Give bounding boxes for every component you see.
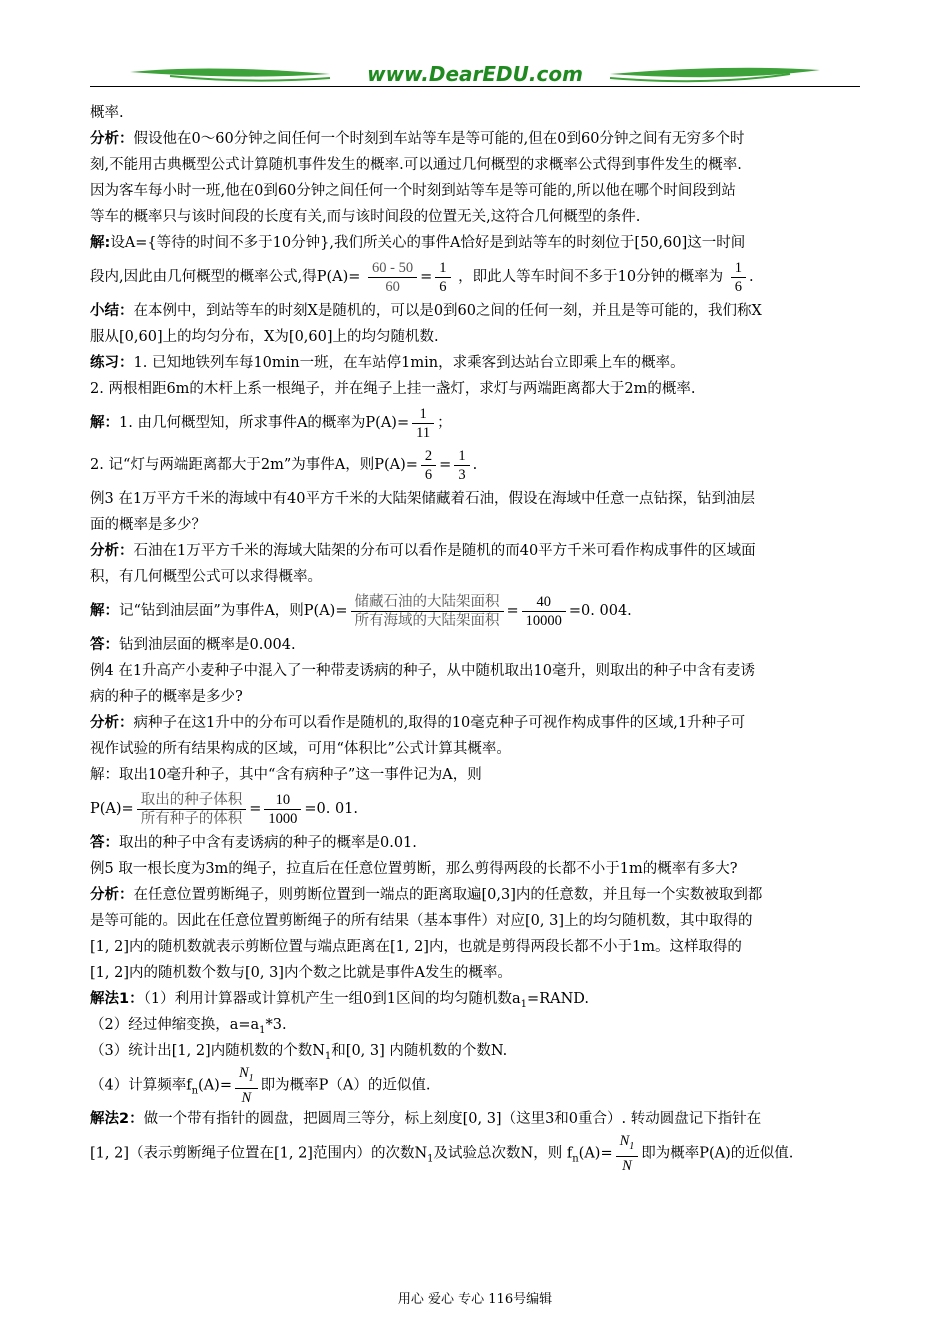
page-footer: 用心 爱心 专心 116号编辑 (397, 1292, 553, 1307)
formula-line: （4）计算频率$f_n(A)=$ $\frac{N_1}{N}$ 即为概率P（A）的近似值. (90, 1065, 431, 1106)
text-line: 积，有几何概型公式可以求得概率。 (90, 569, 322, 585)
text-line: 解法1：（1）利用计算器或计算机产生一组0到1区间的均匀随机数$a_1=RAND$. (90, 991, 589, 1010)
fraction: $\frac{1}{6}$ (435, 259, 450, 296)
text-line: 解法2：做一个带有指针的圆盘，把圆周三等分，标上刻度[0, 3]（这里3和0重合）. 转动圆盘记下指针在 (90, 1111, 762, 1127)
text-line: 分析：石油在1万平方千米的海域大陆架的分布可以看作是随机的而40平方千米可看作构成事件的区域面 (90, 543, 756, 559)
formula-line: 段内,因此由几何概型的概率公式,得P(A)= $\frac{60 - 50}{60}$ = $\frac{1}{6}$ ，即此人等车时间不多于10分钟的概率为 $\frac{1}{6}$ . (90, 259, 754, 295)
text-line: 解:设A={等待的时间不多于10分钟},我们所关心的事件A恰好是到站等车的时刻位于[50,60]这一时间 (90, 235, 746, 251)
text-line: 病的种子的概率是多少? (90, 689, 243, 705)
text-line: [1, 2]内的随机数个数与[0, 3]内个数之比就是事件A发生的概率。 (90, 965, 512, 981)
text-line: 概率. (90, 105, 124, 121)
text-line: [1, 2]内的随机数就表示剪断位置与端点距离在[1, 2]内，也就是剪得两段长都不小于1m。这样取得的 (90, 939, 742, 955)
text-line: 等车的概率只与该时间段的长度有关,而与该时间段的位置无关,这符合几何概型的条件. (90, 209, 641, 225)
header-rule (90, 86, 860, 87)
text-line: 答：取出的种子中含有麦诱病的种子的概率是0.01. (90, 835, 417, 851)
text-line: 分析：在任意位置剪断绳子，则剪断位置到一端点的距离取遍[0,3]内的任意数，并且每一个实数被取到都 (90, 887, 763, 903)
fraction: $\frac{N_1}{N}$ (235, 1064, 258, 1107)
fraction: $\frac{40}{10000}$ (522, 593, 566, 630)
text-line: （2）经过伸缩变换，$a=a_1*3$. (90, 1017, 287, 1036)
text-line: 视作试验的所有结果构成的区域，可用“体积比”公式计算其概率。 (90, 741, 511, 757)
text-line: 分析：假设他在0～60分钟之间任何一个时刻到车站等车是等可能的,但在0到60分钟之间有无穷多个时 (90, 131, 745, 147)
text-line: 小结：在本例中，到站等车的时刻X是随机的，可以是0到60之间的任何一刻，并且是等可能的，我们称X (90, 303, 762, 319)
text-line: （3）统计出[1, 2]内随机数的个数$N_1$和[0, 3] 内随机数的个数N. (90, 1043, 508, 1062)
formula-line: 解：记“钻到油层面”为事件A，则P(A)= $\frac{\text{储藏石油的大陆架面积}}{\text{所有海域的大陆架面积}}$ = $\frac{40}{10000}$ =0. 004. (90, 593, 632, 629)
header-logo-text[interactable]: www.DearEDU.com (367, 62, 583, 86)
fraction: $\frac{1}{6}$ (731, 259, 746, 296)
formula-line: [1, 2]（表示剪断绳子位置在[1, 2]范围内）的次数$N_1$及试验总次数N，则 $f_n(A)=$ $\frac{N_1}{N}$ 即为概率P(A)的近似值. (90, 1133, 794, 1174)
text-line: 服从[0,60]上的均匀分布，X为[0,60]上的均匀随机数. (90, 329, 439, 345)
text-line: 刻,不能用古典概型公式计算随机事件发生的概率.可以通过几何概型的求概率公式得到事件发生的概率. (90, 157, 742, 173)
text-line: 例3 在1万平方千米的海域中有40平方千米的大陆架储藏着石油，假设在海域中任意一点钻探，钻到油层 (90, 491, 756, 507)
formula-line: P(A)= $\frac{\text{取出的种子体积}}{\text{所有种子的体积}}$ = $\frac{10}{1000}$ =0. 01. (90, 791, 359, 827)
site-header (90, 60, 860, 94)
text-line: 解：取出10毫升种子，其中“含有病种子”这一事件记为A，则 (90, 767, 482, 783)
fraction: $\frac{1}{11}$ (412, 405, 434, 442)
fraction: $\frac{60 - 50}{60}$ (368, 259, 417, 296)
fraction: $\frac{2}{6}$ (421, 447, 436, 484)
text-line: 是等可能的。因此在任意位置剪断绳子的所有结果（基本事件）对应[0, 3]上的均匀随机数，其中取得的 (90, 913, 753, 929)
text-line: 例5 取一根长度为3m的绳子，拉直后在任意位置剪断，那么剪得两段的长都不小于1m的概率有多大? (90, 861, 738, 877)
document-body (90, 100, 860, 1174)
fraction: $\frac{10}{1000}$ (264, 791, 301, 828)
text-line: 例4 在1升高产小麦种子中混入了一种带麦诱病的种子，从中随机取出10毫升，则取出的种子中含有麦诱 (90, 663, 756, 679)
text-line: 分析：病种子在这1升中的分布可以看作是随机的,取得的10毫克种子可视作构成事件的区域,1升种子可 (90, 715, 746, 731)
fraction: $\frac{\text{储藏石油的大陆架面积}}{\text{所有海域的大陆架面积}}$ (351, 593, 504, 630)
text-line: 答：钻到油层面的概率是0.004. (90, 637, 296, 653)
text-line: 练习：1. 已知地铁列车每10min一班，在车站停1min，求乘客到达站台立即乘上车的概率。 (90, 355, 685, 371)
text-line: 面的概率是多少？ (90, 517, 206, 533)
fraction: $\frac{1}{3}$ (454, 447, 469, 484)
formula-line: 2. 记“灯与两端距离都大于2m”为事件A，则P(A)= $\frac{2}{6}$ = $\frac{1}{3}$ . (90, 447, 478, 483)
fraction: $\frac{\text{取出的种子体积}}{\text{所有种子的体积}}$ (137, 791, 247, 828)
text-line: 2. 两根相距6m的木杆上系一根绳子，并在绳子上挂一盏灯，求灯与两端距离都大于2m的概率. (90, 381, 696, 397)
formula-line: 解：1. 由几何概型知，所求事件A的概率为P(A)= $\frac{1}{11}$ ； (90, 405, 452, 441)
text-line: 因为客车每小时一班,他在0到60分钟之间任何一个时刻到站等车是等可能的,所以他在哪个时间段到站 (90, 183, 736, 199)
fraction: $\frac{N_1}{N}$ (616, 1132, 639, 1175)
